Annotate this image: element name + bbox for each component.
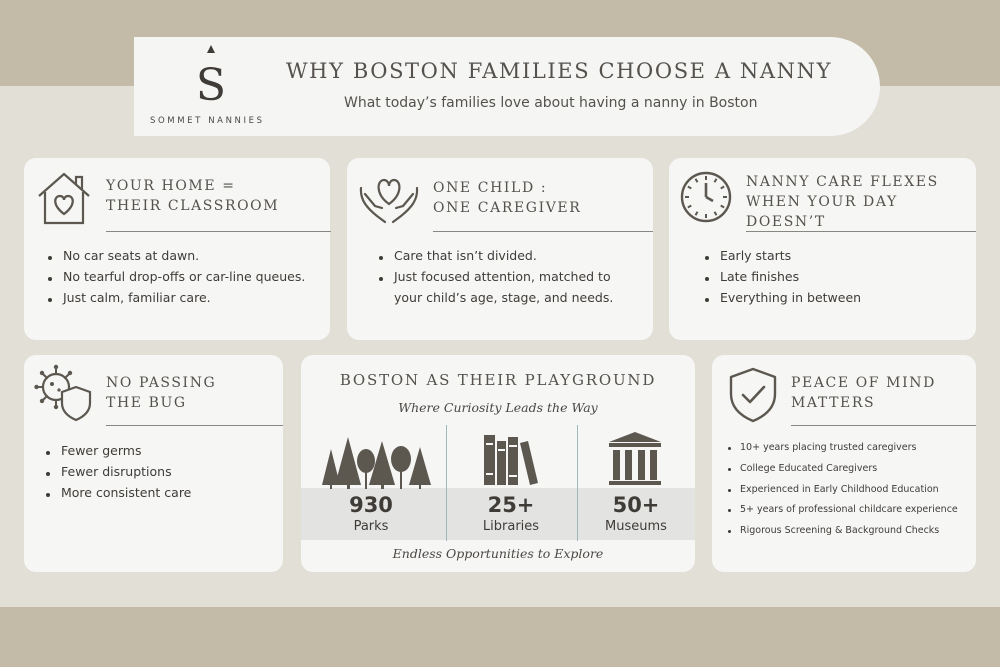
books-icon: [482, 433, 540, 487]
divider: [791, 425, 976, 426]
card-one-child: [347, 158, 653, 340]
card-heading: ONE CHILD : ONE CAREGIVER: [433, 180, 582, 216]
stat-label-libraries: Libraries: [482, 519, 540, 534]
logo-mark-icon: [196, 45, 226, 107]
brand-name: SOMMET NANNIES: [150, 116, 265, 126]
divider: [433, 231, 653, 232]
bullet-list: [705, 248, 965, 305]
bullet-list: [46, 443, 276, 500]
list-item: Fewer germs: [46, 443, 276, 458]
divider: [106, 425, 283, 426]
page-subtitle: What today’s families love about having a nanny in Boston: [344, 95, 758, 111]
logo: [134, 37, 284, 136]
list-item: 10+ years placing trusted caregivers: [728, 442, 973, 453]
card-heading: YOUR HOME = THEIR CLASSROOM: [106, 178, 280, 214]
hands-heart-icon: [357, 172, 421, 224]
list-item: Rigorous Screening & Background Checks: [728, 525, 973, 536]
clock-icon: [679, 170, 733, 224]
card-heading: PEACE OF MIND MATTERS: [791, 375, 936, 411]
list-item: your child’s age, stage, and needs.: [394, 290, 614, 305]
svg-text:S: S: [196, 60, 226, 107]
stat-label-parks: Parks: [353, 519, 389, 534]
virus-shield-icon: [34, 363, 94, 423]
list-item: More consistent care: [46, 485, 276, 500]
card-heading: NANNY CARE FLEXES WHEN YOUR DAY DOESN’T: [746, 174, 939, 230]
bottom-band: [0, 607, 1000, 667]
page-title: WHY BOSTON FAMILIES CHOOSE A NANNY: [286, 59, 833, 83]
stat-value-museums: 50+: [612, 493, 660, 517]
list-item: 5+ years of professional childcare experience: [728, 504, 973, 515]
bullet-list: [48, 248, 328, 305]
bullet-list: [379, 248, 649, 305]
list-item: Early starts: [705, 248, 965, 263]
stat-value-libraries: 25+: [487, 493, 535, 517]
list-item: Everything in between: [705, 290, 965, 305]
trees-icon: [319, 435, 435, 489]
divider: [106, 231, 331, 232]
list-item: Late finishes: [705, 269, 965, 284]
house-heart-icon: [36, 170, 92, 226]
list-item: Care that isn’t divided.: [379, 248, 649, 263]
card-nanny-flexes: [669, 158, 976, 340]
list-item: No tearful drop-offs or car-line queues.: [48, 269, 328, 284]
list-item: Fewer disruptions: [46, 464, 276, 479]
bullet-list: [728, 442, 973, 546]
card-home-classroom: [24, 158, 330, 340]
list-item: No car seats at dawn.: [48, 248, 328, 263]
stat-label-museums: Museums: [605, 519, 667, 534]
playground-title: BOSTON AS THEIR PLAYGROUND: [339, 371, 657, 389]
playground-tagline: Where Curiosity Leads the Way: [398, 400, 598, 415]
card-peace-of-mind: [712, 355, 976, 572]
playground-footer: Endless Opportunities to Explore: [392, 546, 604, 561]
card-no-passing-bug: [24, 355, 283, 572]
header-banner: [134, 37, 880, 136]
list-item: Experienced in Early Childhood Education: [728, 484, 973, 495]
stat-value-parks: 930: [349, 493, 393, 517]
list-item: College Educated Caregivers: [728, 463, 973, 474]
museum-icon: [607, 432, 663, 488]
list-item: Just calm, familiar care.: [48, 290, 328, 305]
shield-check-icon: [728, 367, 778, 423]
card-boston-playground: [301, 355, 695, 572]
card-heading: NO PASSING THE BUG: [106, 375, 217, 411]
list-item: Just focused attention, matched to: [379, 269, 649, 284]
divider: [746, 231, 976, 232]
